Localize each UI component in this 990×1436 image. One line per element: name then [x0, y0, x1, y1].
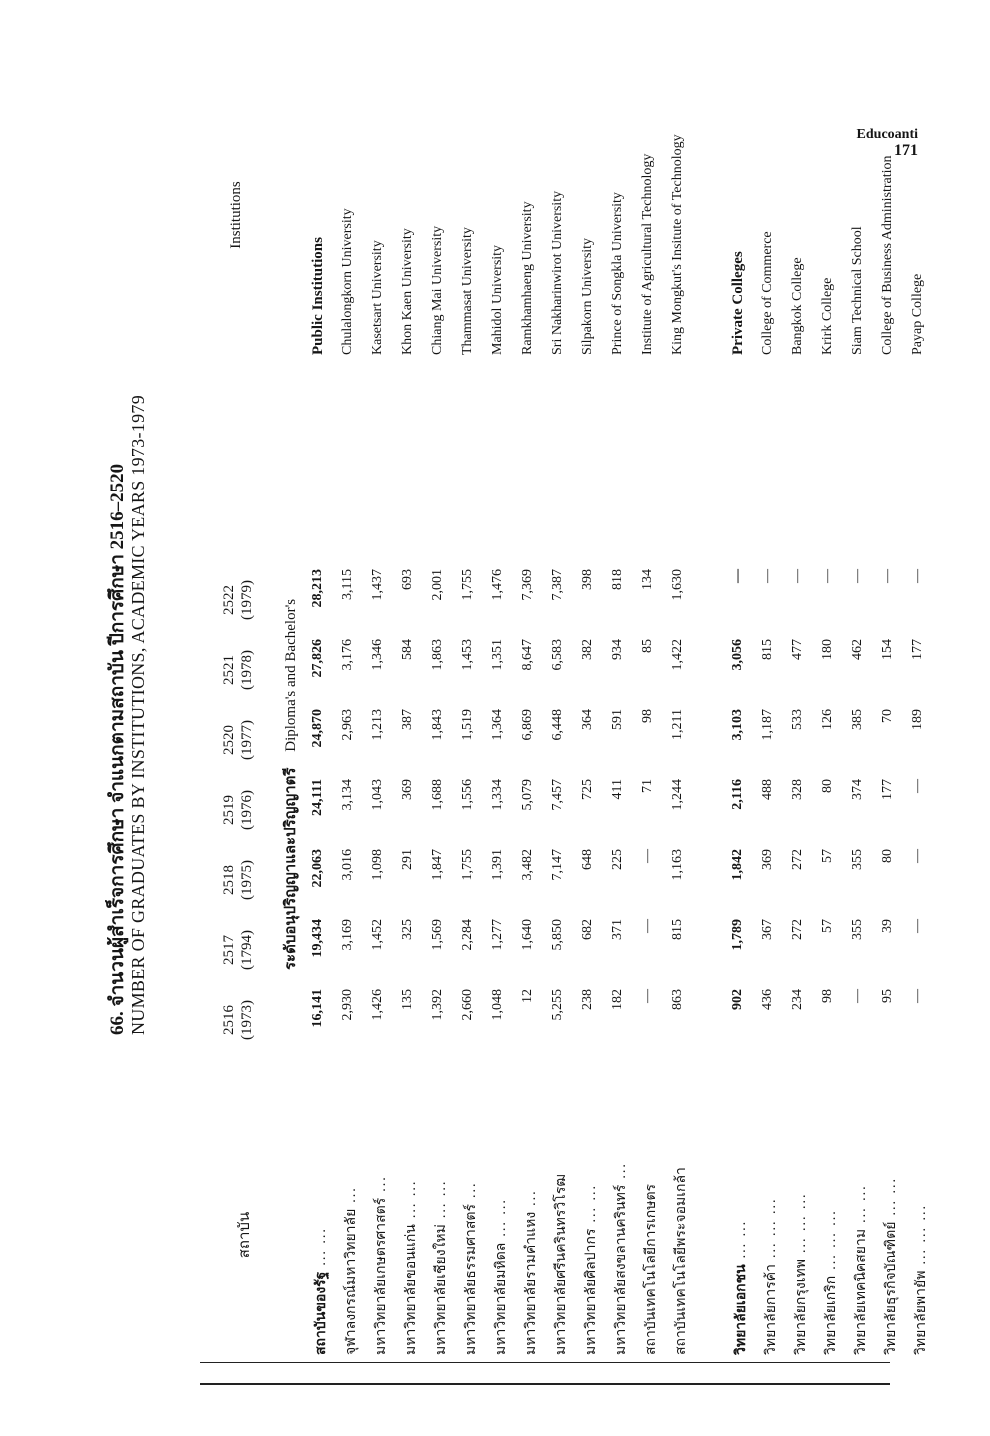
value-cell: 398 — [580, 569, 595, 590]
row-label-english: Ramkhamhaeng University — [520, 201, 535, 355]
year-header-4 — [220, 705, 256, 775]
leader-dots: ... — [464, 1181, 479, 1199]
row-label-english: Institute of Agricultural Technology — [640, 153, 655, 355]
value-cell: 818 — [610, 569, 625, 590]
value-cell: 57 — [820, 919, 835, 933]
row-thai-cell — [610, 1080, 632, 1355]
table-row — [580, 65, 610, 1355]
value-cell: 28,213 — [310, 569, 325, 608]
table-row — [640, 65, 670, 1355]
value-cell: 177 — [910, 639, 925, 660]
row-label-english: Chiang Mai University — [430, 225, 445, 355]
value-cell: 272 — [790, 849, 805, 870]
value-cell: — — [790, 569, 805, 583]
table-row — [760, 65, 790, 1355]
value-cell: — — [640, 919, 655, 933]
table-row — [460, 65, 490, 1355]
value-cell: 1,842 — [730, 849, 745, 881]
row-label-english: Chulalongkorn University — [340, 208, 355, 355]
value-cell: 1,843 — [430, 709, 445, 741]
year-be: 2518 — [221, 865, 237, 895]
value-cell: 7,457 — [550, 779, 565, 811]
row-label-thai: วิทยาลัยเอกชน — [734, 1264, 749, 1355]
row-label-english: Khon Kaen University — [400, 228, 415, 355]
year-be: 2517 — [221, 935, 237, 965]
year-header-6 — [220, 565, 256, 635]
value-cell: 2,963 — [340, 709, 355, 741]
value-cell: 272 — [790, 919, 805, 940]
leader-dots: ... ... — [854, 1184, 869, 1223]
row-label-thai: วิทยาลัยธุรกิจบัณฑิตย์ — [884, 1221, 899, 1355]
value-cell: 1,098 — [370, 849, 385, 881]
value-cell: 355 — [850, 919, 865, 940]
row-label-thai: มหาวิทยาลัยรามคำแหง — [524, 1211, 539, 1355]
value-cell: 488 — [760, 779, 775, 800]
year-ce: (1794) — [239, 930, 255, 970]
row-thai-cell — [430, 1080, 452, 1355]
value-cell: 682 — [580, 919, 595, 940]
row-label-english: Public Institutions — [310, 237, 326, 355]
leader-dots: ... ... ... — [824, 1209, 839, 1270]
value-cell: — — [910, 779, 925, 793]
table-row — [850, 65, 880, 1355]
year-header-2 — [220, 845, 256, 915]
value-cell: 5,255 — [550, 989, 565, 1021]
row-label-thai: มหาวิทยาลัยเชียงใหม่ — [434, 1224, 449, 1355]
value-cell: 12 — [520, 989, 535, 1003]
value-cell: 355 — [850, 849, 865, 870]
value-cell: 27,826 — [310, 639, 325, 678]
row-label-english: Krirk College — [820, 277, 835, 355]
value-cell: 371 — [610, 919, 625, 940]
value-cell: 2,284 — [460, 919, 475, 951]
table-row — [820, 65, 850, 1355]
leader-dots: ... — [374, 1175, 389, 1192]
value-cell: 24,111 — [310, 779, 325, 816]
table-row — [400, 65, 430, 1355]
row-label-thai: วิทยาลัยเกริก — [824, 1275, 839, 1355]
value-cell: 1,453 — [460, 639, 475, 671]
row-thai-cell — [850, 1080, 872, 1355]
leader-dots: ... ... ... — [794, 1192, 809, 1253]
title-thai: 66. จำนวนผู้สำเร็จการศึกษา จำแนกตามสถาบัน ปีการศึกษา 2516–2520 — [107, 463, 128, 1035]
table-row — [550, 65, 580, 1355]
row-thai-cell — [760, 1080, 782, 1355]
value-cell: 369 — [760, 849, 775, 870]
value-cell: 1,351 — [490, 639, 505, 671]
value-cell: 22,063 — [310, 849, 325, 888]
value-cell: 725 — [580, 779, 595, 800]
value-cell: 2,930 — [340, 989, 355, 1021]
row-label-english: College of Business Administration — [880, 155, 895, 355]
value-cell: — — [730, 569, 745, 583]
value-cell: 1,640 — [520, 919, 535, 951]
value-cell: 1,789 — [730, 919, 745, 951]
value-cell: 16,141 — [310, 989, 325, 1028]
value-cell: 1,569 — [430, 919, 445, 951]
value-cell: — — [640, 989, 655, 1003]
row-label-english: Silpakorn University — [580, 237, 595, 355]
year-ce: (1977) — [239, 720, 255, 760]
row-thai-cell — [790, 1080, 812, 1355]
value-cell: 325 — [400, 919, 415, 940]
value-cell: 85 — [640, 639, 655, 653]
leader-dots: ... — [524, 1189, 539, 1206]
value-cell: 364 — [580, 709, 595, 730]
year-ce: (1978) — [239, 650, 255, 690]
value-cell: 1,630 — [670, 569, 685, 601]
level-heading-thai: ระดับอนุปริญญาและปริญญาตรี — [283, 767, 299, 970]
value-cell: 533 — [790, 709, 805, 730]
row-label-english: Mahidol University — [490, 244, 505, 355]
value-cell: 98 — [820, 989, 835, 1003]
table-rule-inner — [200, 1362, 890, 1363]
row-label-english: College of Commerce — [760, 231, 775, 355]
row-label-thai: มหาวิทยาลัยศรีนครินทรวิโรฒ — [554, 1174, 569, 1355]
value-cell: 3,103 — [730, 709, 745, 741]
group-row — [310, 65, 340, 1355]
leader-dots: ... ... — [434, 1179, 449, 1219]
row-label-english: Prince of Songkla University — [610, 192, 625, 355]
value-cell: 1,187 — [760, 709, 775, 741]
value-cell: 180 — [820, 639, 835, 660]
value-cell: 2,001 — [430, 569, 445, 601]
value-cell: 291 — [400, 849, 415, 870]
value-cell: 3,115 — [340, 569, 355, 600]
value-cell: 6,583 — [550, 639, 565, 671]
year-ce: (1979) — [239, 580, 255, 620]
row-label-thai: สถาบันเทคโนโลยีการเกษตร — [644, 1183, 659, 1355]
value-cell: 6,869 — [520, 709, 535, 741]
row-label-english: Bangkok College — [790, 257, 805, 355]
row-label-english: Sri Nakharinwirot University — [550, 190, 565, 355]
value-cell: 134 — [640, 569, 655, 590]
row-thai-cell — [550, 1080, 572, 1355]
leader-dots: ... ... — [584, 1184, 599, 1223]
column-header-institutions: Institutions — [228, 181, 244, 249]
row-label-thai: วิทยาลัยเทคนิคสยาม — [854, 1228, 869, 1355]
value-cell: 1,426 — [370, 989, 385, 1021]
value-cell: 411 — [610, 779, 625, 800]
row-thai-cell — [910, 1080, 932, 1355]
row-label-english: Siam Technical School — [850, 226, 865, 355]
row-label-thai: วิทยาลัยกรุงเทพ — [794, 1258, 809, 1355]
row-label-thai: มหาวิทยาลัยศิลปากร — [584, 1228, 599, 1355]
year-ce: (1975) — [239, 860, 255, 900]
value-cell: 3,056 — [730, 639, 745, 671]
leader-dots: ... ... — [734, 1219, 749, 1259]
value-cell: 648 — [580, 849, 595, 870]
value-cell: 7,387 — [550, 569, 565, 601]
table-row — [490, 65, 520, 1355]
rotated-table-sheet — [100, 60, 929, 1385]
group-row — [730, 65, 760, 1355]
row-label-english: King Mongkut's Insitute of Technology — [670, 134, 685, 355]
value-cell: — — [640, 849, 655, 863]
row-label-english: Private Colleges — [730, 251, 746, 355]
row-label-thai: วิทยาลัยการค้า — [764, 1263, 779, 1355]
value-cell: 1,211 — [670, 709, 685, 740]
year-header-3 — [220, 775, 256, 845]
row-label-thai: จุฬาลงกรณ์มหาวิทยาลัย — [344, 1208, 359, 1355]
value-cell: 1,476 — [490, 569, 505, 601]
value-cell: 369 — [400, 779, 415, 800]
value-cell: 1,519 — [460, 709, 475, 741]
row-thai-cell — [340, 1080, 362, 1355]
value-cell: 591 — [610, 709, 625, 730]
value-cell: 367 — [760, 919, 775, 940]
row-label-thai: วิทยาลัยพายัพ — [914, 1270, 929, 1355]
level-heading-english: Diploma's and Bachelor's — [283, 598, 299, 752]
value-cell: 225 — [610, 849, 625, 870]
value-cell: 24,870 — [310, 709, 325, 748]
row-label-thai: มหาวิทยาลัยขอนแก่น — [404, 1224, 419, 1355]
value-cell: 477 — [790, 639, 805, 660]
value-cell: 5,079 — [520, 779, 535, 811]
level-heading — [278, 599, 302, 970]
value-cell: 2,116 — [730, 779, 745, 810]
value-cell: 1,452 — [370, 919, 385, 951]
value-cell: 6,448 — [550, 709, 565, 741]
value-cell: 57 — [820, 849, 835, 863]
value-cell: 5,850 — [550, 919, 565, 951]
value-cell: 234 — [790, 989, 805, 1010]
value-cell: 182 — [610, 989, 625, 1010]
table-row — [880, 65, 910, 1355]
row-label-english: Payap College — [910, 273, 925, 355]
value-cell: 1,346 — [370, 639, 385, 671]
leader-dots: ... ... — [404, 1179, 419, 1219]
value-cell: 1,244 — [670, 779, 685, 811]
value-cell: 1,556 — [460, 779, 475, 811]
row-thai-cell — [310, 1080, 332, 1355]
value-cell: 815 — [760, 639, 775, 660]
value-cell: 1,422 — [670, 639, 685, 671]
leader-dots: ... ... ... — [914, 1204, 929, 1265]
value-cell: 1,688 — [430, 779, 445, 811]
column-header-thai: สถาบัน — [237, 1211, 253, 1259]
row-label-english: Thammasat University — [460, 227, 475, 355]
row-thai-cell — [370, 1080, 392, 1355]
value-cell: 1,277 — [490, 919, 505, 951]
row-label-thai: มหาวิทยาลัยเกษตรศาสตร์ — [374, 1197, 389, 1355]
row-thai-cell — [670, 1080, 692, 1355]
value-cell: 1,863 — [430, 639, 445, 671]
row-thai-cell — [820, 1080, 842, 1355]
value-cell: — — [910, 849, 925, 863]
value-cell: 815 — [670, 919, 685, 940]
value-cell: 436 — [760, 989, 775, 1010]
value-cell: 1,048 — [490, 989, 505, 1021]
row-thai-cell — [490, 1080, 512, 1355]
value-cell: 3,134 — [340, 779, 355, 811]
value-cell: 693 — [400, 569, 415, 590]
row-thai-cell — [640, 1080, 662, 1355]
value-cell: 3,176 — [340, 639, 355, 671]
value-cell: 934 — [610, 639, 625, 660]
value-cell: 1,755 — [460, 849, 475, 881]
page-number: 171 — [894, 141, 918, 159]
value-cell: 374 — [850, 779, 865, 800]
year-ce: (1973) — [239, 1000, 255, 1040]
value-cell: 863 — [670, 989, 685, 1010]
table-row — [610, 65, 640, 1355]
value-cell: 19,434 — [310, 919, 325, 958]
leader-dots: ... ... ... — [764, 1197, 779, 1258]
row-thai-cell — [730, 1080, 752, 1355]
value-cell: 70 — [880, 709, 895, 723]
row-thai-cell — [520, 1080, 542, 1355]
table-row — [910, 65, 940, 1355]
section-name: Educoanti — [856, 127, 918, 142]
value-cell: 1,334 — [490, 779, 505, 811]
year-be: 2516 — [221, 1005, 237, 1035]
value-cell: 126 — [820, 709, 835, 730]
table-row — [340, 65, 370, 1355]
row-label-english: Kasetsart University — [370, 240, 385, 355]
year-be: 2520 — [221, 725, 237, 755]
leader-dots: ... ... — [494, 1198, 509, 1237]
value-cell: 1,392 — [430, 989, 445, 1021]
leader-dots: ... ... — [884, 1177, 899, 1216]
row-label-thai: มหาวิทยาลัยมหิดล — [494, 1242, 509, 1355]
row-label-thai: มหาวิทยาลัยธรรมศาสตร์ — [464, 1204, 479, 1355]
value-cell: 95 — [880, 989, 895, 1003]
value-cell: — — [760, 569, 775, 583]
year-be: 2519 — [221, 795, 237, 825]
year-header-0 — [220, 985, 256, 1055]
value-cell: — — [850, 569, 865, 583]
value-cell: 387 — [400, 709, 415, 730]
value-cell: — — [910, 919, 925, 933]
value-cell: 382 — [580, 639, 595, 660]
value-cell: — — [820, 569, 835, 583]
value-cell: 1,847 — [430, 849, 445, 881]
table-row — [790, 65, 820, 1355]
year-ce: (1976) — [239, 790, 255, 830]
year-be: 2521 — [221, 655, 237, 685]
value-cell: — — [850, 989, 865, 1003]
value-cell: 1,043 — [370, 779, 385, 811]
row-label-thai: มหาวิทยาลัยสงขลานครินทร์ — [614, 1184, 629, 1355]
title-english: NUMBER OF GRADUATES BY INSTITUTIONS, ACADEMIC YEARS 1973-1979 — [128, 395, 148, 1035]
leader-dots: ... — [614, 1162, 629, 1179]
value-cell: 7,147 — [550, 849, 565, 881]
value-cell: 238 — [580, 989, 595, 1010]
row-label-thai: สถาบันของรัฐ — [314, 1271, 329, 1355]
value-cell: 1,163 — [670, 849, 685, 881]
leader-dots: ... ... — [314, 1227, 329, 1266]
table-row — [370, 65, 400, 1355]
year-header-5 — [220, 635, 256, 705]
value-cell: 98 — [640, 709, 655, 723]
year-header-1 — [220, 915, 256, 985]
value-cell: 39 — [880, 919, 895, 933]
value-cell: 7,369 — [520, 569, 535, 601]
value-cell: 3,169 — [340, 919, 355, 951]
value-cell: 902 — [730, 989, 745, 1010]
value-cell: 189 — [910, 709, 925, 730]
leader-dots: ... — [344, 1186, 359, 1203]
row-label-thai: สถาบันเทคโนโลยีพระจอมเกล้า — [674, 1167, 689, 1355]
value-cell: — — [910, 989, 925, 1003]
table-rule-outer — [200, 1383, 890, 1385]
value-cell: 154 — [880, 639, 895, 660]
year-be: 2522 — [221, 585, 237, 615]
table-row — [430, 65, 460, 1355]
value-cell: 80 — [820, 779, 835, 793]
value-cell: 3,482 — [520, 849, 535, 881]
value-cell: 1,755 — [460, 569, 475, 601]
value-cell: 1,364 — [490, 709, 505, 741]
row-thai-cell — [400, 1080, 422, 1355]
row-thai-cell — [880, 1080, 902, 1355]
value-cell: 8,647 — [520, 639, 535, 671]
value-cell: 71 — [640, 779, 655, 793]
value-cell: 328 — [790, 779, 805, 800]
value-cell: — — [910, 569, 925, 583]
value-cell: 1,391 — [490, 849, 505, 881]
row-thai-cell — [460, 1080, 482, 1355]
value-cell: — — [880, 569, 895, 583]
value-cell: 80 — [880, 849, 895, 863]
value-cell: 135 — [400, 989, 415, 1010]
value-cell: 3,016 — [340, 849, 355, 881]
value-cell: 1,437 — [370, 569, 385, 601]
value-cell: 2,660 — [460, 989, 475, 1021]
table-row — [670, 65, 700, 1355]
value-cell: 385 — [850, 709, 865, 730]
value-cell: 584 — [400, 639, 415, 660]
value-cell: 462 — [850, 639, 865, 660]
value-cell: 1,213 — [370, 709, 385, 741]
row-thai-cell — [580, 1080, 602, 1355]
value-cell: 177 — [880, 779, 895, 800]
table-row — [520, 65, 550, 1355]
